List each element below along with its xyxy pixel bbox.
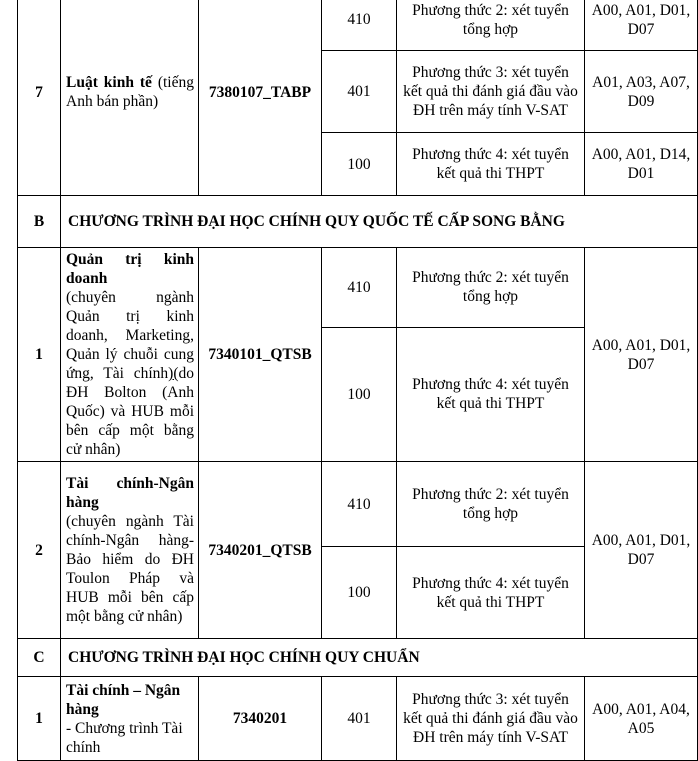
section-title: CHƯƠNG TRÌNH ĐẠI HỌC CHÍNH QUY QUỐC TẾ CẤP SONG BẰNG: [61, 196, 698, 248]
method-code: 100: [322, 327, 397, 461]
subject-combination: A00, A01, D01, D07: [585, 0, 698, 51]
section-letter: C: [18, 639, 61, 677]
row-number: 1: [18, 677, 61, 761]
method-code: 100: [322, 547, 397, 639]
method-code: 401: [322, 677, 397, 761]
program-name-detail: (chuyên ngành Quản trị kinh doanh, Marketing, Quản lý chuỗi cung ứng, Tài chính: [66, 289, 194, 382]
program-name-detail: - Chương trình Tài chính: [66, 719, 183, 756]
program-name-bold: Luật kinh tế: [66, 74, 152, 91]
program-name-detail: (chuyên ngành Tài chính-Ngân hàng-Bảo hiểm do ĐH Toulon Pháp và HUB mỗi bên cấp một bằng cử nhân): [66, 513, 194, 625]
subject-combination: A01, A03, A07, D09: [585, 51, 698, 133]
method-code: 410: [322, 0, 397, 51]
program-name-bold: Tài chính-Ngân hàng: [66, 475, 194, 511]
row-number: 7: [18, 0, 61, 196]
subject-combination: A00, A01, A04, A05: [585, 677, 698, 761]
method-description: Phương thức 2: xét tuyển tổng hợp: [397, 462, 585, 547]
program-name-bold: Quản trị kinh doanh: [66, 251, 194, 287]
section-letter: B: [18, 196, 61, 248]
method-code: 100: [322, 133, 397, 196]
program-name: [61, 248, 199, 462]
method-description: Phương thức 2: xét tuyển tổng hợp: [397, 248, 585, 328]
method-code: 401: [322, 51, 397, 133]
program-code: 7380107_TABP: [199, 0, 322, 196]
method-code: 410: [322, 248, 397, 328]
method-description: Phương thức 2: xét tuyển tổng hợp: [397, 0, 585, 51]
method-description: Phương thức 3: xét tuyển kết quả thi đánh giá đầu vào ĐH trên máy tính V-SAT: [397, 677, 585, 761]
subject-combination: A00, A01, D01, D07: [585, 248, 698, 462]
program-name-detail-end: do ĐH Bolton (Anh Quốc) và HUB mỗi bên cấp một bằng cử nhân): [66, 365, 194, 458]
method-description: Phương thức 4: xét tuyển kết quả thi THPT: [397, 547, 585, 639]
program-name: [61, 0, 199, 196]
program-name: [61, 462, 199, 639]
program-code: 7340101_QTSB: [199, 248, 322, 462]
method-code: 410: [322, 462, 397, 547]
method-description: Phương thức 4: xét tuyển kết quả thi THPT: [397, 327, 585, 461]
program-name-rest: (tiếng Anh bán phần): [66, 74, 194, 110]
method-description: Phương thức 3: xét tuyển kết quả thi đánh giá đầu vào ĐH trên máy tính V-SAT: [397, 51, 585, 133]
row-number: 1: [18, 248, 61, 462]
method-description: Phương thức 4: xét tuyển kết quả thi THPT: [397, 133, 585, 196]
admission-table: [17, 0, 698, 761]
section-title: CHƯƠNG TRÌNH ĐẠI HỌC CHÍNH QUY CHUẨN: [61, 639, 698, 677]
program-name: [61, 677, 199, 761]
row-number: 2: [18, 462, 61, 639]
subject-combination: A00, A01, D14, D01: [585, 133, 698, 196]
program-code: 7340201: [199, 677, 322, 761]
subject-combination: A00, A01, D01, D07: [585, 462, 698, 639]
program-name-link: )(: [168, 365, 179, 382]
program-code: 7340201_QTSB: [199, 462, 322, 639]
program-name-bold: Tài chính – Ngân hàng: [66, 681, 181, 718]
